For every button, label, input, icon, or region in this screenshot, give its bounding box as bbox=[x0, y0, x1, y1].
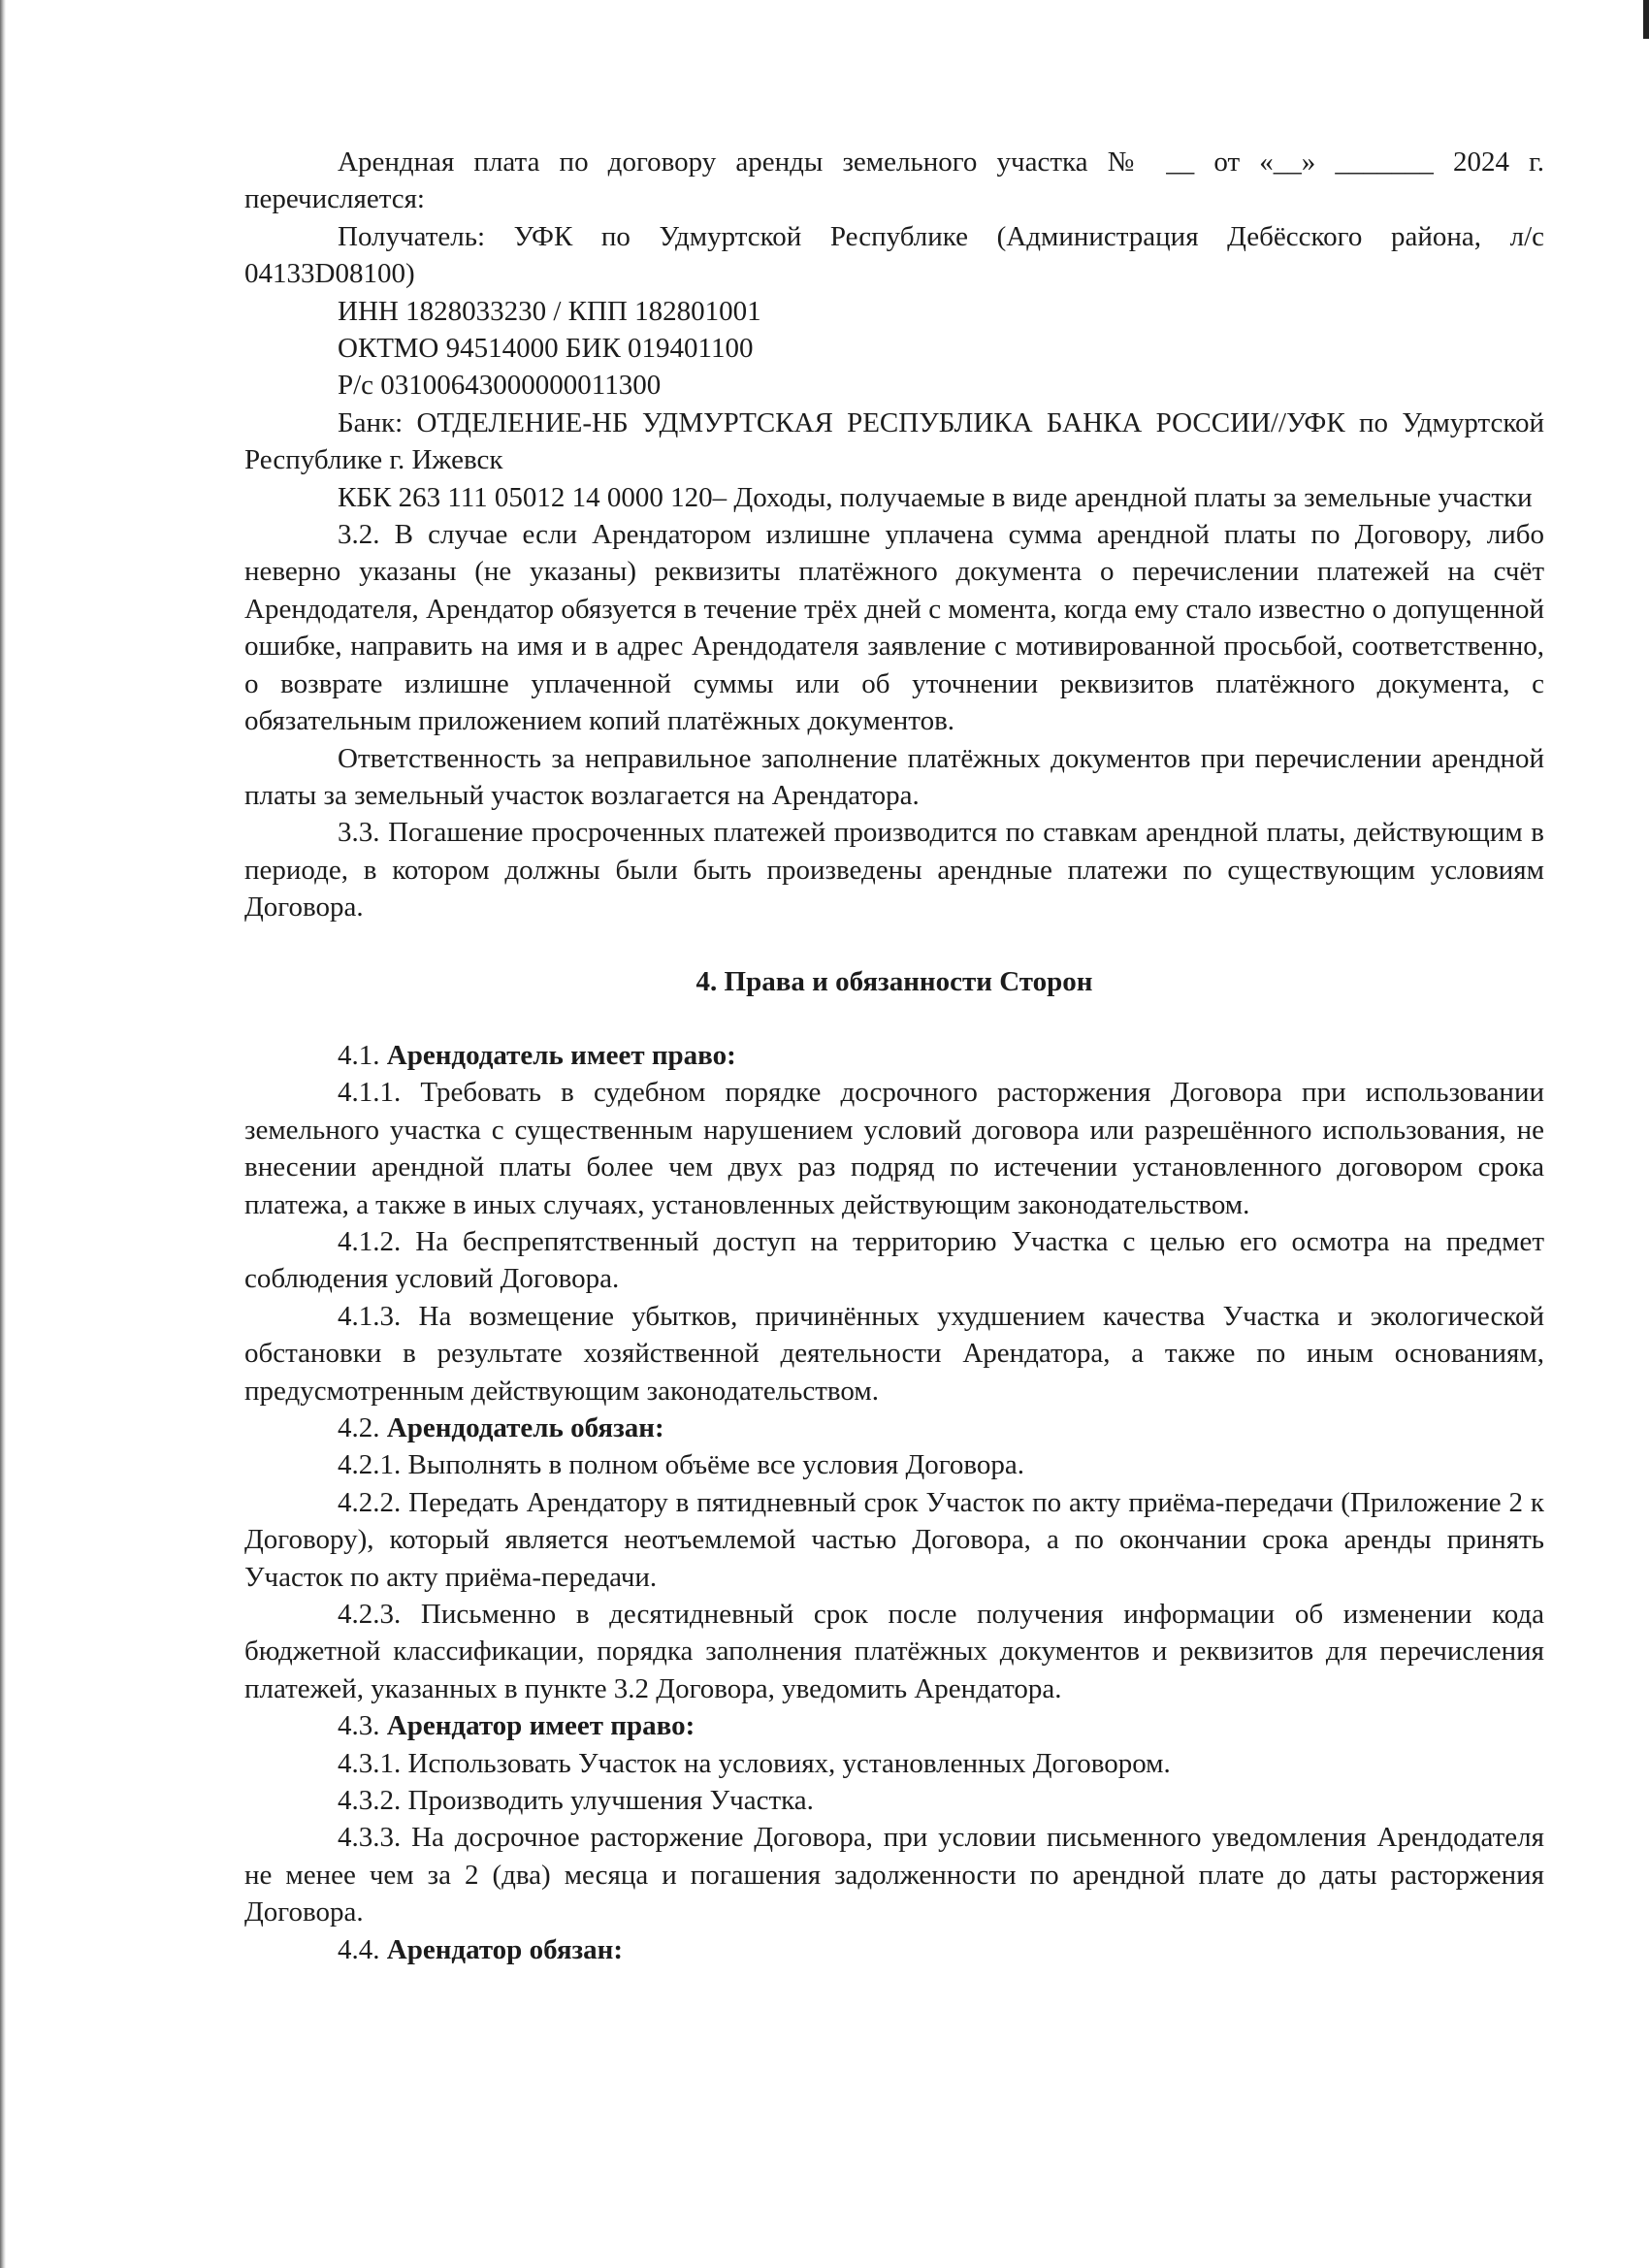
inn-kpp-line: ИНН 1828033230 / КПП 182801001 bbox=[338, 295, 761, 327]
rent-payment-intro: Арендная плата по договору аренды земельного участка № __ от «__» _______ 2024 г. перечисляется: bbox=[244, 146, 1544, 215]
clause-4-2-title: Арендодатель обязан: bbox=[386, 1412, 664, 1443]
clause-4-3 bbox=[244, 1707, 1544, 1744]
clause-4-2-2: 4.2.2. Передать Арендатору в пятидневный срок Участок по акту приёма-передачи (Приложение 2 к Договору), который является неотъемлемой частью Договора, а по окончании срока аренды принять Участок по акту приёма-передачи. bbox=[244, 1486, 1544, 1593]
clause-4-4-number: 4.4. bbox=[338, 1933, 387, 1965]
clause-4-2-1: 4.2.1. Выполнять в полном объёме все условия Договора. bbox=[338, 1449, 1025, 1481]
clause-4-1-number: 4.1. bbox=[338, 1039, 387, 1071]
clause-4-1-3: 4.1.3. На возмещение убытков, причинённых ухудшением качества Участка и экологической обстановки в результате хозяйственной деятельности Арендатора, а также по иным основаниям, предусмотренным действующим законодательством. bbox=[244, 1300, 1544, 1407]
clause-4-1-1: 4.1.1. Требовать в судебном порядке досрочного расторжения Договора при использовании земельного участка с существенным нарушением условий договора или разрешённого использования, не внесении арендной платы более чем двух раз подряд по истечении установленного договором срока платежа, а также в иных случаях, установленных действующим законодательством. bbox=[244, 1077, 1544, 1220]
clause-4-1 bbox=[244, 1037, 1544, 1074]
clause-4-2-3: 4.2.3. Письменно в десятидневный срок после получения информации об изменении кода бюджетной классификации, порядка заполнения платёжных документов и реквизитов для перечисления платежей, указанных в пункте 3.2 Договора, уведомить Арендатора. bbox=[244, 1599, 1544, 1704]
clause-4-3-title: Арендатор имеет право: bbox=[386, 1710, 695, 1742]
recipient-line: Получатель: УФК по Удмуртской Республике (Администрация Дебёсского района, л/с 04133D08100) bbox=[244, 220, 1544, 290]
clause-4-2-number: 4.2. bbox=[338, 1412, 387, 1443]
clause-4-3-3: 4.3.3. На досрочное расторжение Договора, при условии письменного уведомления Арендодателя не менее чем за 2 (два) месяца и погашения задолженности по арендной плате до даты расторжения Договора. bbox=[244, 1822, 1544, 1928]
scan-edge-left bbox=[0, 0, 6, 2268]
clause-4-2 bbox=[244, 1409, 1544, 1446]
clause-4-4 bbox=[244, 1931, 1544, 1968]
clause-4-3-1: 4.3.1. Использовать Участок на условиях, установленных Договором. bbox=[338, 1747, 1171, 1779]
responsibility-paragraph: Ответственность за неправильное заполнение платёжных документов при перечислении арендной платы за земельный участок возлагается на Арендатора. bbox=[244, 742, 1544, 811]
account-line: Р/с 03100643000000011300 bbox=[338, 370, 662, 402]
oktmo-bik-line: ОКТМО 94514000 БИК 019401100 bbox=[338, 333, 754, 365]
section-heading: 4. Права и обязанности Сторон bbox=[695, 965, 1093, 997]
clause-4-1-title: Арендодатель имеет право: bbox=[386, 1039, 736, 1071]
bank-line: Банк: ОТДЕЛЕНИЕ-НБ УДМУРТСКАЯ РЕСПУБЛИКА БАНКА РОССИИ//УФК по Удмуртской Республике г. Ижевск bbox=[244, 406, 1544, 476]
clause-4-4-title: Арендатор обязан: bbox=[386, 1933, 624, 1965]
clause-4-3-2: 4.3.2. Производить улучшения Участка. bbox=[338, 1785, 814, 1817]
clause-4-1-2: 4.1.2. На беспрепятственный доступ на территорию Участка с целью его осмотра на предмет соблюдения условий Договора. bbox=[244, 1225, 1544, 1295]
document-page bbox=[244, 144, 1544, 1968]
clause-3-3: 3.3. Погашение просроченных платежей производится по ставкам арендной платы, действующим в периоде, в котором должны были быть произведены арендные платежи по существующим условиям Договора. bbox=[244, 817, 1544, 923]
clause-3-2: 3.2. В случае если Арендатором излишне уплачена сумма арендной платы по Договору, либо неверно указаны (не указаны) реквизиты платёжного документа о перечислении платежей на счёт Арендодателя, Арендатор обязуется в течение трёх дней с момента, когда ему стало известно о допущенной ошибке, направить на имя и в адрес Арендодателя заявление с мотивированной просьбой, соответственно, о возврате излишне уплаченной суммы или об уточнении реквизитов платёжного документа, с обязательным приложением копий платёжных документов. bbox=[244, 519, 1544, 737]
scan-edge-right bbox=[1643, 0, 1649, 39]
clause-4-3-number: 4.3. bbox=[338, 1710, 387, 1742]
kbk-line: КБК 263 111 05012 14 0000 120– Доходы, получаемые в виде арендной платы за земельные участки bbox=[338, 481, 1533, 513]
